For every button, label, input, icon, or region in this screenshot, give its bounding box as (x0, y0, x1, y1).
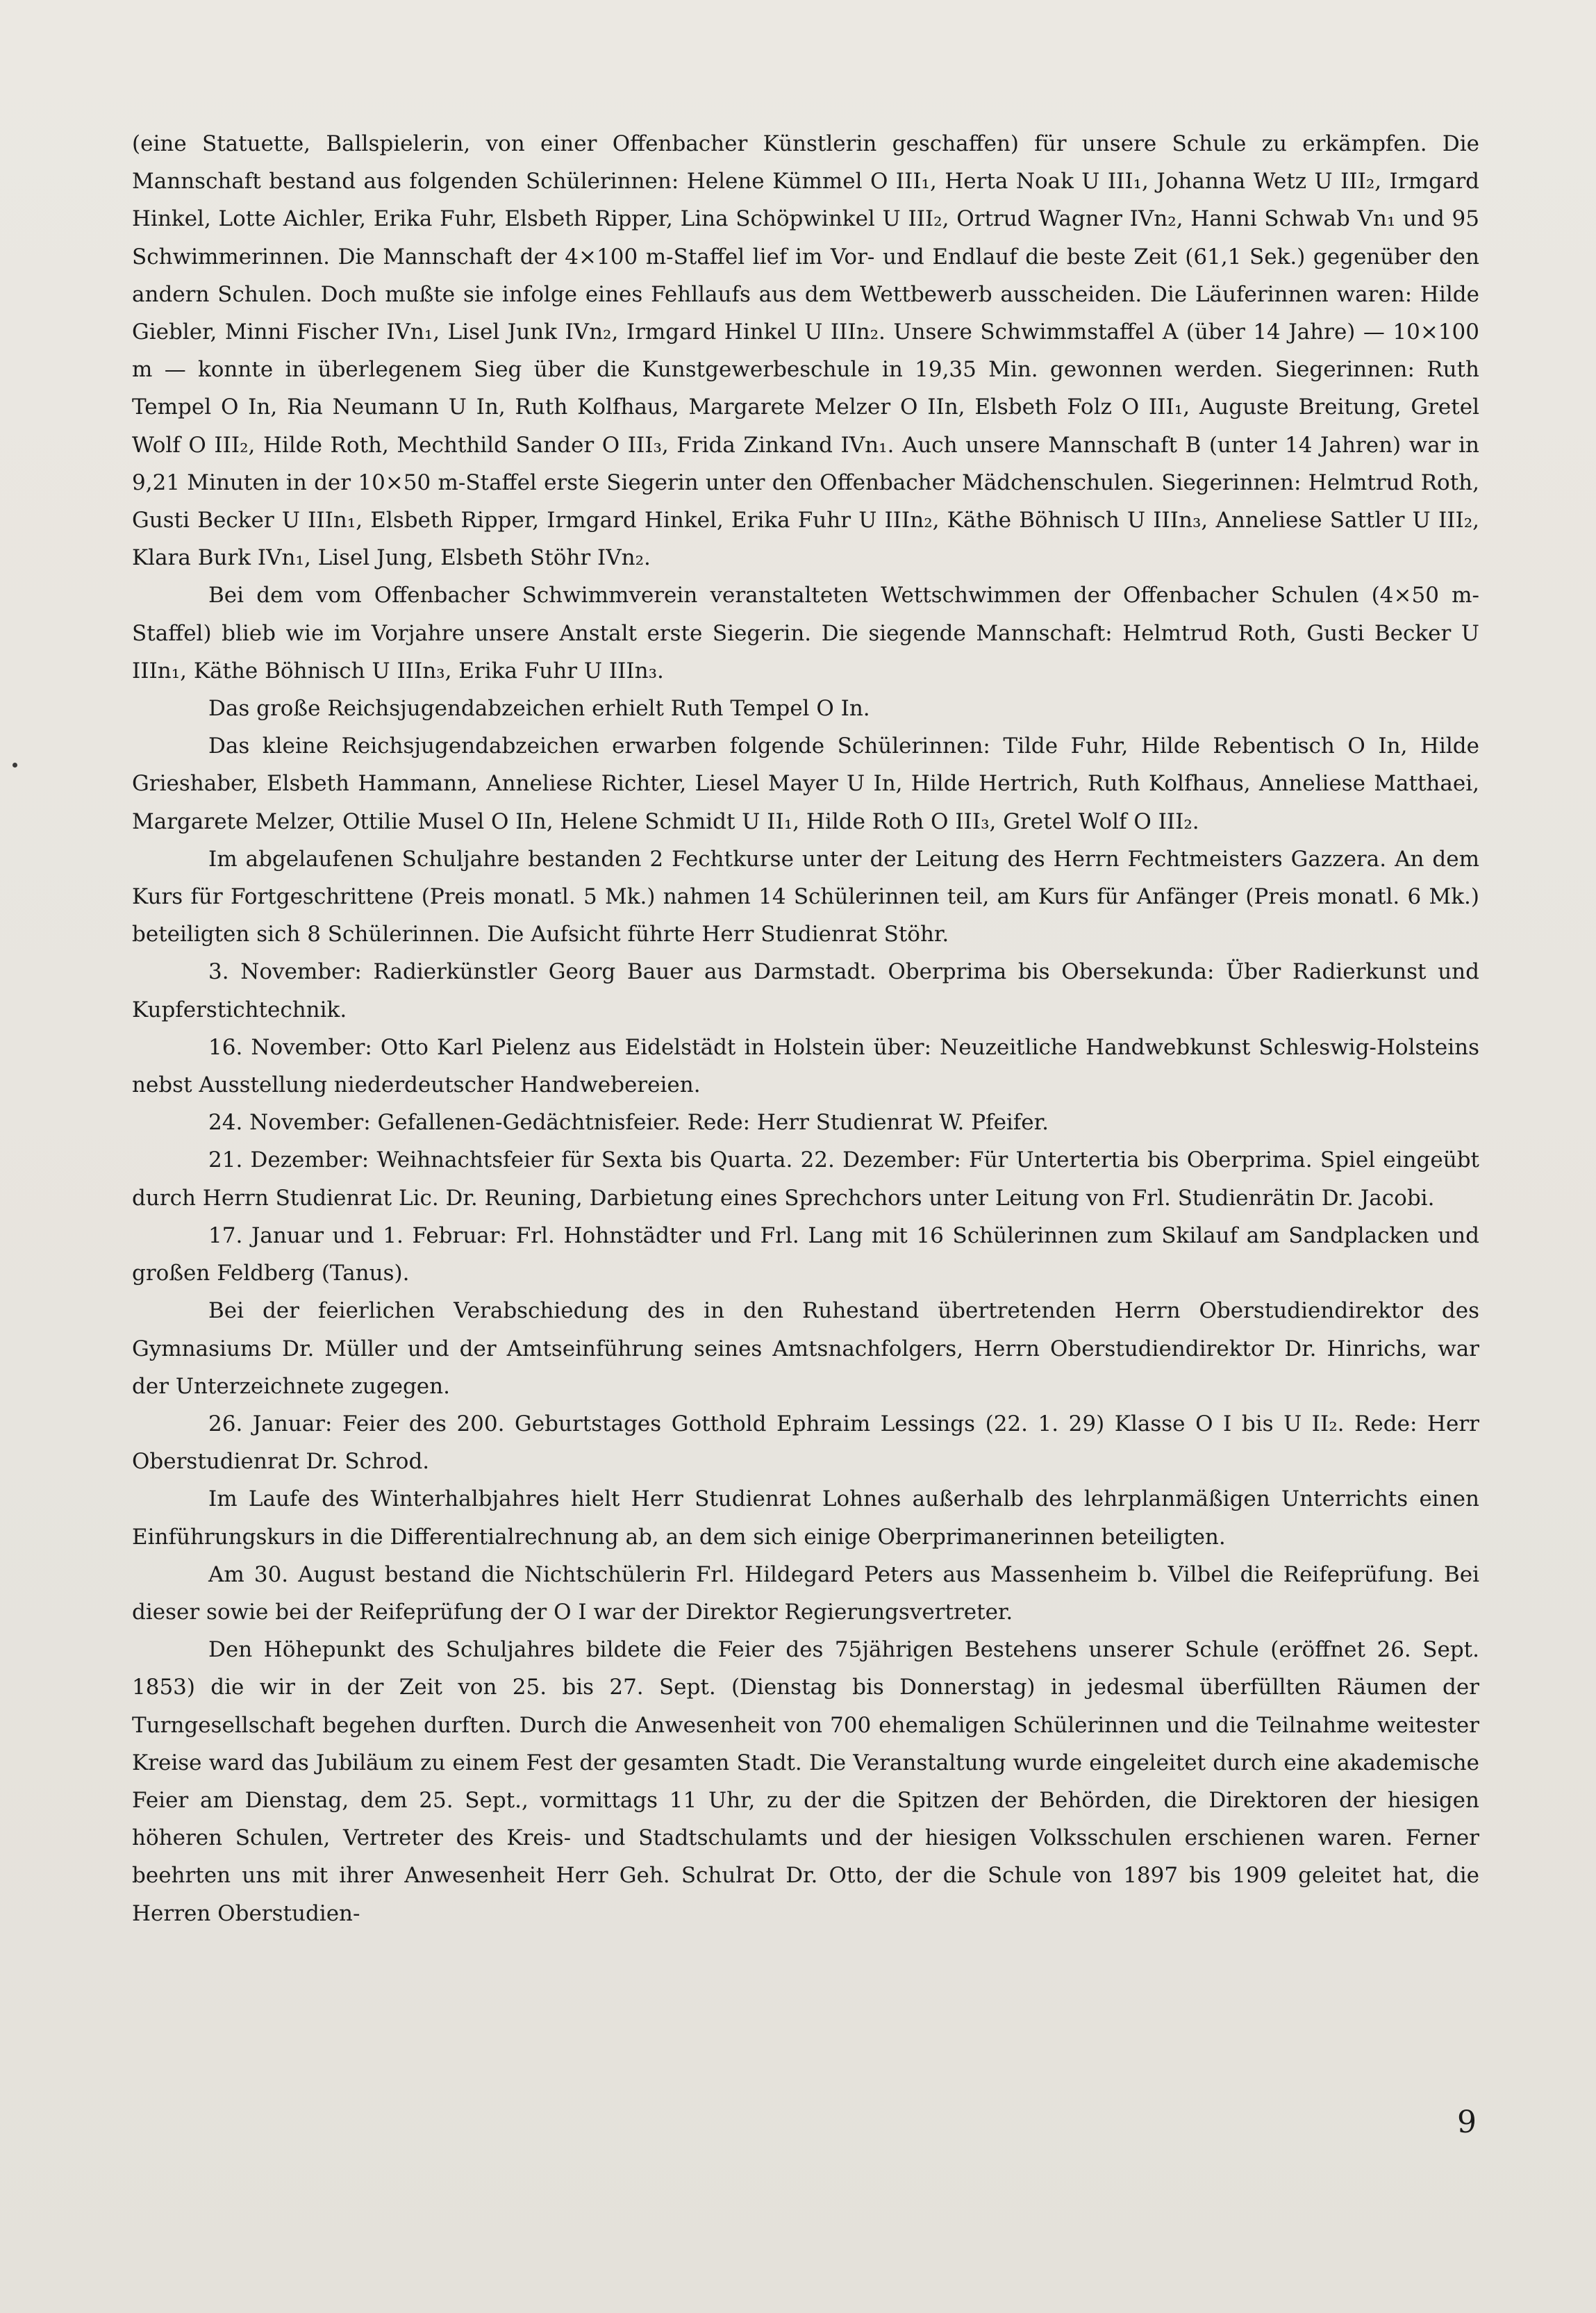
paragraph-2: Bei dem vom Offenbacher Schwimmverein veranstalteten Wettschwimmen der Offenbacher Schulen (4×50 m-Staffel) blieb wie im Vorjahre unsere Anstalt erste Siegerin. Die siegende Mannschaft: Helmtrud Roth, Gusti Becker U IIIn₁, Käthe Böhnisch U IIIn₃, Erika Fuhr U IIIn₃. (132, 583, 1479, 683)
paragraph-10: 17. Januar und 1. Februar: Frl. Hohnstädter und Frl. Lang mit 16 Schülerinnen zum Skilauf am Sandplacken und großen Feldberg (Tanus). (132, 1222, 1479, 1286)
paragraph-14: Am 30. August bestand die Nichtschülerin Frl. Hildegard Peters aus Massenheim b. Vilbel die Reifeprüfung. Bei dieser sowie bei der Reifeprüfung der O I war der Direktor Regierungsvertreter. (132, 1561, 1479, 1625)
page-number: 9 (1457, 2105, 1477, 2140)
paragraph-6: 3. November: Radierkünstler Georg Bauer aus Darmstadt. Oberprima bis Obersekunda: Über Radierkunst und Kupferstichtechnik. (132, 959, 1479, 1022)
scan-speck (13, 763, 17, 768)
paragraph-9: 21. Dezember: Weihnachtsfeier für Sexta bis Quarta. 22. Dezember: Für Untertertia bis Oberprima. Spiel eingeübt durch Herrn Studienrat Lic. Dr. Reuning, Darbietung eines Sprechchors unter Leitung von Frl. Studienrätin Dr. Jacobi. (132, 1147, 1479, 1211)
paragraph-4: Das kleine Reichsjugendabzeichen erwarben folgende Schülerinnen: Tilde Fuhr, Hilde Rebentisch O In, Hilde Grieshaber, Elsbeth Hammann, Anneliese Richter, Liesel Mayer U In, Hilde Hertrich, Ruth Kolfhaus, Anneliese Matthaei, Margarete Melzer, Ottilie Musel O IIn, Helene Schmidt U II₁, Hilde Roth O III₃, Gretel Wolf O III₂. (132, 733, 1479, 834)
paragraph-13: Im Laufe des Winterhalbjahres hielt Herr Studienrat Lohnes außerhalb des lehrplanmäßigen Unterrichts einen Einführungskurs in die Differentialrechnung ab, an dem sich einige Oberprimanerinnen beteiligten. (132, 1486, 1479, 1550)
body-text (132, 125, 1479, 1932)
paragraph-3: Das große Reichsjugendabzeichen erhielt Ruth Tempel O In. (208, 696, 870, 722)
paragraph-12: 26. Januar: Feier des 200. Geburtstages Gotthold Ephraim Lessings (22. 1. 29) Klasse O I bis U II₂. Rede: Herr Oberstudienrat Dr. Schrod. (132, 1411, 1479, 1475)
paragraph-1: (eine Statuette, Ballspielerin, von einer Offenbacher Künstlerin geschaffen) für unsere Schule zu erkämpfen. Die Mannschaft bestand aus folgenden Schülerinnen: Helene Kümmel O III₁, Herta Noak U III₁, Johanna Wetz U III₂, Irmgard Hinkel, Lotte Aichler, Erika Fuhr, Elsbeth Ripper, Lina Schöpwinkel U III₂, Ortrud Wagner IVn₂, Hanni Schwab Vn₁ und 95 Schwimmerinnen. Die Mannschaft der 4×100 m-Staffel lief im Vor- und Endlauf die beste Zeit (61,1 Sek.) gegenüber den andern Schulen. Doch mußte sie infolge eines Fehllaufs aus dem Wettbewerb ausscheiden. Die Läuferinnen waren: Hilde Giebler, Minni Fischer IVn₁, Lisel Junk IVn₂, Irmgard Hinkel U IIIn₂. Unsere Schwimmstaffel A (über 14 Jahre) — 10×100 m — konnte in überlegenem Sieg über die Kunstgewerbeschule in 19,35 Min. gewonnen werden. Siegerinnen: Ruth Tempel O In, Ria Neumann U In, Ruth Kolfhaus, Margarete Melzer O IIn, Elsbeth Folz O III₁, Auguste Breitung, Gretel Wolf O III₂, Hilde Roth, Mechthild Sander O III₃, Frida Zinkand IVn₁. Auch unsere Mannschaft B (unter 14 Jahren) war in 9,21 Minuten in der 10×50 m-Staffel erste Siegerin unter den Offenbacher Mädchenschulen. Siegerinnen: Helmtrud Roth, Gusti Becker U IIIn₁, Elsbeth Ripper, Irmgard Hinkel, Erika Fuhr U IIIn₂, Käthe Böhnisch U IIIn₃, Anneliese Sattler U III₂, Klara Burk IVn₁, Lisel Jung, Elsbeth Stöhr IVn₂. (132, 131, 1479, 571)
paragraph-11: Bei der feierlichen Verabschiedung des in den Ruhestand übertretenden Herrn Oberstudiendirektor des Gymnasiums Dr. Müller und der Amtseinführung seines Amtsnachfolgers, Herrn Oberstudiendirektor Dr. Hinrichs, war der Unterzeichnete zugegen. (132, 1298, 1479, 1399)
paragraph-7: 16. November: Otto Karl Pielenz aus Eidelstädt in Holstein über: Neuzeitliche Handwebkunst Schleswig-Holsteins nebst Ausstellung niederdeutscher Handwebereien. (132, 1034, 1479, 1098)
paragraph-8: 24. November: Gefallenen-Gedächtnisfeier. Rede: Herr Studienrat W. Pfeifer. (208, 1110, 1049, 1136)
paragraph-5: Im abgelaufenen Schuljahre bestanden 2 Fechtkurse unter der Leitung des Herrn Fechtmeisters Gazzera. An dem Kurs für Fortgeschrittene (Preis monatl. 5 Mk.) nahmen 14 Schülerinnen teil, am Kurs für Anfänger (Preis monatl. 6 Mk.) beteiligten sich 8 Schülerinnen. Die Aufsicht führte Herr Studienrat Stöhr. (132, 846, 1479, 947)
paragraph-15: Den Höhepunkt des Schuljahres bildete die Feier des 75jährigen Bestehens unserer Schule (eröffnet 26. Sept. 1853) die wir in der Zeit von 25. bis 27. Sept. (Dienstag bis Donnerstag) in jedesmal überfüllten Räumen der Turngesellschaft begehen durften. Durch die Anwesenheit von 700 ehemaligen Schülerinnen und die Teilnahme weitester Kreise ward das Jubiläum zu einem Fest der gesamten Stadt. Die Veranstaltung wurde eingeleitet durch eine akademische Feier am Dienstag, dem 25. Sept., vormittags 11 Uhr, zu der die Spitzen der Behörden, die Direktoren der hiesigen höheren Schulen, Vertreter des Kreis- und Stadtschulamts und der hiesigen Volksschulen erschienen waren. Ferner beehrten uns mit ihrer Anwesenheit Herr Geh. Schulrat Dr. Otto, der die Schule von 1897 bis 1909 geleitet hat, die Herren Oberstudien- (132, 1637, 1479, 1926)
